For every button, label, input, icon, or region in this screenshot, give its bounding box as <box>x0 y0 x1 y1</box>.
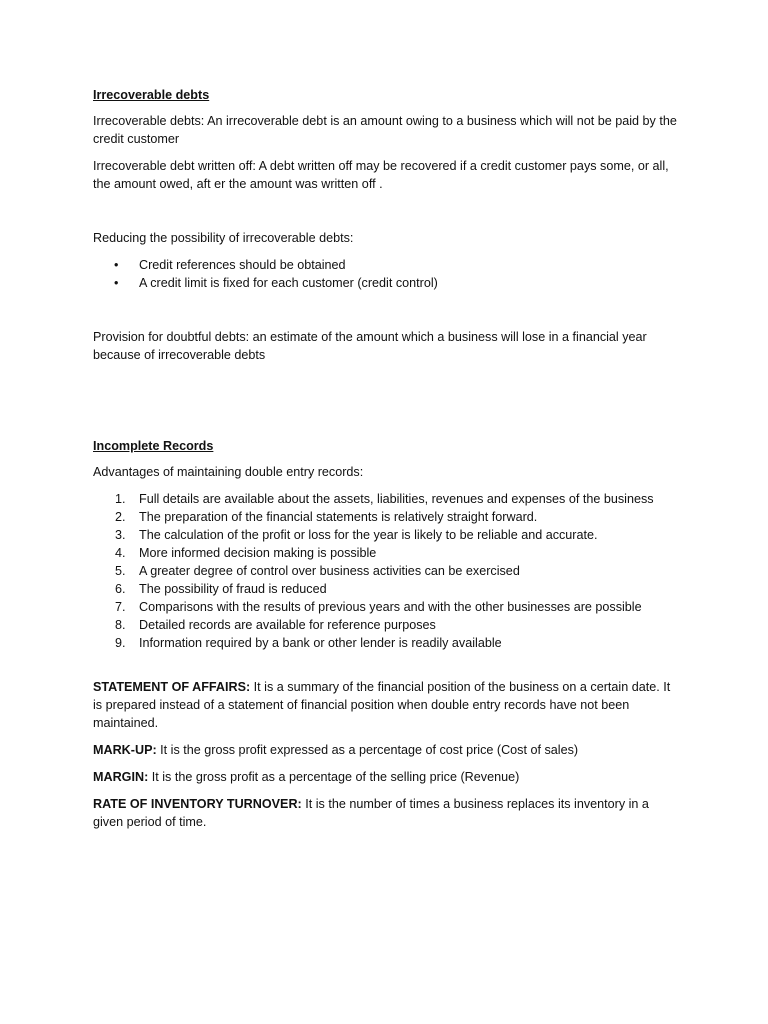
definition-term: RATE OF INVENTORY TURNOVER: <box>93 797 302 811</box>
definition-text: It is the gross profit as a percentage of the selling price (Revenue) <box>148 770 520 784</box>
list-number: 2. <box>115 510 126 524</box>
list-number: 7. <box>115 600 126 614</box>
list-number: 6. <box>115 582 126 596</box>
list-item <box>93 526 678 544</box>
advantages-intro: Advantages of maintaining double entry records: <box>93 465 364 479</box>
inventory-turnover-definition <box>93 795 678 831</box>
list-item-text: The preparation of the financial statements is relatively straight forward. <box>139 510 538 524</box>
list-number: 8. <box>115 618 126 632</box>
list-item-text: Comparisons with the results of previous years and with the other businesses are possible <box>139 600 642 614</box>
mark-up-definition <box>93 741 678 759</box>
list-item <box>93 490 678 508</box>
reducing-possibility-intro: Reducing the possibility of irrecoverable debts: <box>93 231 354 245</box>
list-number: 1. <box>115 492 126 506</box>
definition-text: It is the gross profit expressed as a percentage of cost price (Cost of sales) <box>156 743 579 757</box>
list-item <box>93 616 678 634</box>
reducing-possibility-list <box>93 256 678 292</box>
list-item <box>93 634 678 652</box>
definition-text: It is the number of times a business replaces its inventory in a given period of time. <box>93 797 649 829</box>
list-item-text: Full details are available about the assets, liabilities, revenues and expenses of the business <box>139 492 654 506</box>
list-item-text: A greater degree of control over business activities can be exercised <box>139 564 520 578</box>
list-item-text: More informed decision making is possible <box>139 546 377 560</box>
debt-written-off-definition: Irrecoverable debt written off: A debt written off may be recovered if a credit customer pays some, or all, the amount owed, aft er the amount was written off . <box>93 159 669 191</box>
list-item-text: Information required by a bank or other lender is readily available <box>139 636 502 650</box>
list-item <box>93 508 678 526</box>
margin-definition <box>93 768 678 786</box>
list-item <box>93 256 678 274</box>
definition-term: STATEMENT OF AFFAIRS: <box>93 680 251 694</box>
statement-of-affairs-definition <box>93 678 678 732</box>
bullet-icon: • <box>114 258 119 272</box>
list-item <box>93 580 678 598</box>
list-item-text: The calculation of the profit or loss for the year is likely to be reliable and accurate. <box>139 528 598 542</box>
definition-text: It is a summary of the financial position of the business on a certain date. It is prepared instead of a statement of financial position when double entry records have not been maintained. <box>93 680 671 730</box>
provision-doubtful-debts-definition: Provision for doubtful debts: an estimate of the amount which a business will lose in a financial year because of irrecoverable debts <box>93 330 647 362</box>
list-item-text: Credit references should be obtained <box>139 258 346 272</box>
list-item-text: A credit limit is fixed for each customer (credit control) <box>139 276 438 290</box>
definition-term: MARGIN: <box>93 770 149 784</box>
irrecoverable-debts-heading: Irrecoverable debts <box>93 88 210 102</box>
bullet-icon: • <box>114 276 119 290</box>
advantages-list <box>93 490 678 652</box>
list-item <box>93 598 678 616</box>
list-item-text: Detailed records are available for reference purposes <box>139 618 436 632</box>
definition-term: MARK-UP: <box>93 743 157 757</box>
list-number: 9. <box>115 636 126 650</box>
incomplete-records-heading: Incomplete Records <box>93 439 214 453</box>
list-number: 3. <box>115 528 126 542</box>
list-item <box>93 562 678 580</box>
list-number: 4. <box>115 546 126 560</box>
list-number: 5. <box>115 564 126 578</box>
list-item <box>93 544 678 562</box>
list-item <box>93 274 678 292</box>
irrecoverable-debts-definition: Irrecoverable debts: An irrecoverable debt is an amount owing to a business which will not be paid by the credit customer <box>93 114 677 146</box>
list-item-text: The possibility of fraud is reduced <box>139 582 327 596</box>
